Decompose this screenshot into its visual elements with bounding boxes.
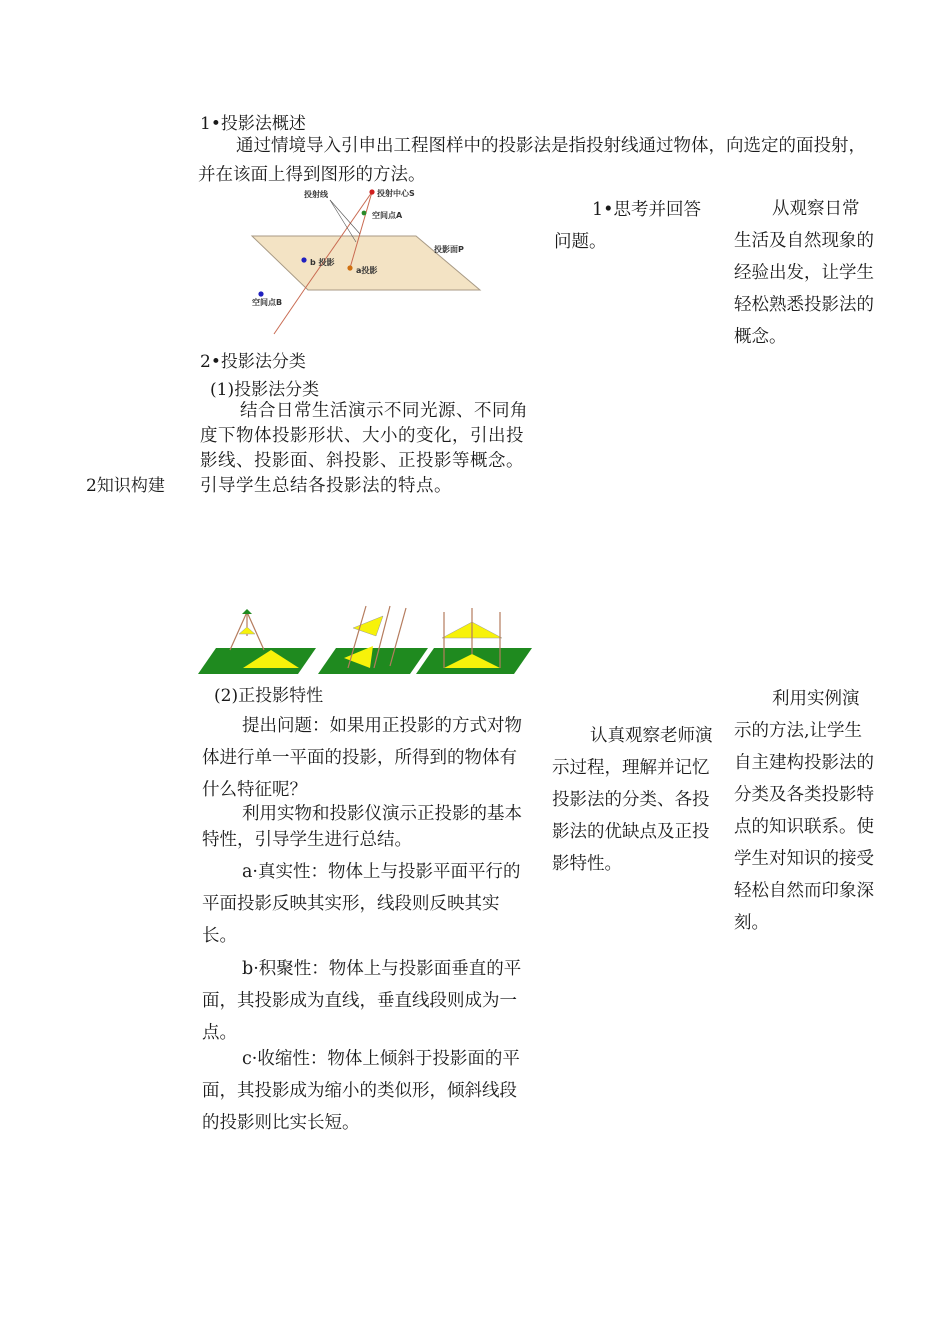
projection-types-figure xyxy=(198,606,532,678)
section2-paragraph1: 结合日常生活演示不同光源、不同角度下物体投影形状、大小的变化，引出投影线、投影面、斜投影、正投影等概念。引导学生总结各投影法的特点。 xyxy=(200,401,528,496)
design-intent-2: 利用实例演示的方法,让学生自主建构投影法的分类及各类投影特点的知识联系。使学生对知识的接受轻松自然而印象深刻。 xyxy=(734,689,874,933)
property-c: c·收缩性：物体上倾斜于投影面的平面，其投影成为缩小的类似形，倾斜线段的投影则比实长短。 xyxy=(202,1049,520,1133)
student-activity-1: 1•思考并回答问题。 xyxy=(554,200,701,252)
label-a-projection: a投影 xyxy=(356,266,378,275)
space-point-a xyxy=(362,211,367,216)
object-2 xyxy=(353,616,383,636)
stage-label: 2知识构建 xyxy=(86,476,165,496)
object-1 xyxy=(239,627,255,634)
point-b-projection xyxy=(301,257,306,262)
section2-sub1: (1)投影法分类 xyxy=(210,380,320,400)
label-point-a: 空间点A xyxy=(372,211,403,220)
point-a-projection xyxy=(347,265,352,270)
label-plane: 投影面P xyxy=(434,245,464,254)
design-intent-1: 从观察日常生活及自然现象的经验出发，让学生轻松熟悉投影法的概念。 xyxy=(734,199,874,347)
property-b: b·积聚性：物体上与投影面垂直的平面，其投影成为直线，垂直线段则成为一点。 xyxy=(202,959,522,1043)
space-point-b xyxy=(258,291,263,296)
center-point xyxy=(369,189,374,194)
label-center: 投射中心S xyxy=(377,189,415,198)
student-activity-2: 认真观察老师演示过程，理解并记忆投影法的分类、各投影法的优缺点及正投影特性。 xyxy=(552,726,713,874)
section2-paragraph2: 提出问题：如果用正投影的方式对物体进行单一平面的投影，所得到的物体有什么特征呢？ xyxy=(202,716,522,800)
plane-2 xyxy=(318,648,428,674)
section2-paragraph3: 利用实物和投影仪演示正投影的基本特性，引导学生进行总结。 xyxy=(202,804,522,850)
label-b-projection: b 投影 xyxy=(310,258,335,267)
section1-heading: 1•投影法概述 xyxy=(200,114,306,134)
label-point-b: 空间点B xyxy=(252,298,283,307)
light-source-1 xyxy=(242,609,252,614)
section2-sub2: (2)正投影特性 xyxy=(214,686,324,706)
section1-paragraph: 通过情境导入引申出工程图样中的投影法是指投射线通过物体，向选定的面投射，并在该面上得到图形的方法。 xyxy=(198,136,866,185)
property-a: a·真实性：物体上与投影平面平行的平面投影反映其实形，线段则反映其实长。 xyxy=(202,862,521,946)
label-rays: 投射线 xyxy=(304,190,328,199)
projection-diagram xyxy=(246,184,486,309)
section2-heading: 2•投影法分类 xyxy=(200,352,306,372)
